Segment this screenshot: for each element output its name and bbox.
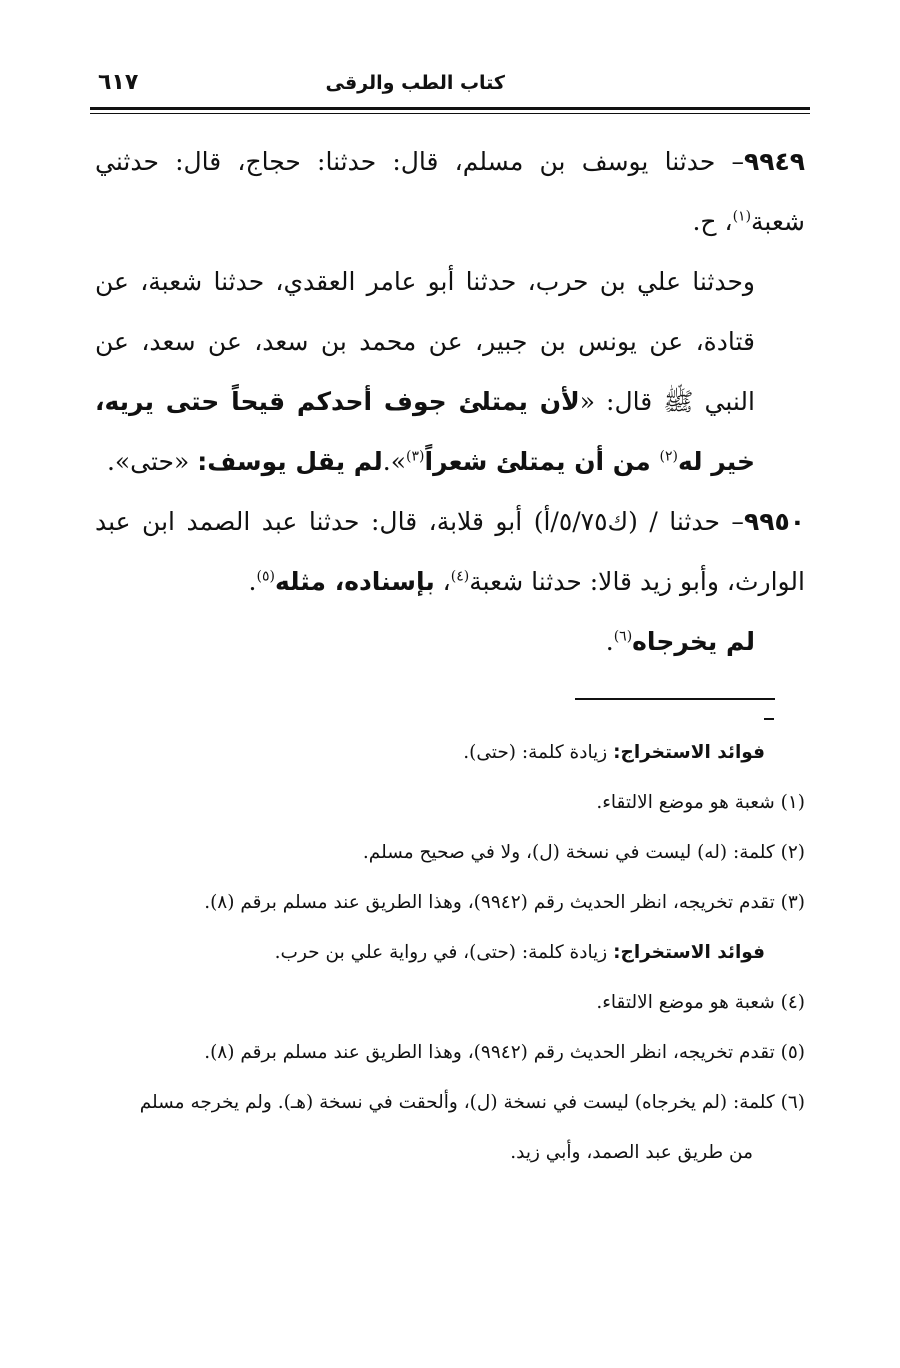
header-rule-thick xyxy=(90,107,810,110)
header-rule-thin xyxy=(90,113,810,114)
footnote-mark xyxy=(764,718,774,720)
main-text xyxy=(95,132,805,672)
hadith-matn: لأن يمتلئ جوف أحدكم قيحاً حتى يريه، خير له xyxy=(95,387,755,476)
page-header xyxy=(90,68,810,108)
footnotes xyxy=(95,728,805,1178)
footnote-4: (٤) شعبة هو موضع الالتقاء. xyxy=(596,992,805,1013)
hadith-text: – حدثنا / (ك٥/٧٥/أ) أبو قلابة، قال: حدثنا عبد الصمد ابن عبد الوارث، وأبو زيد قالا: حدثنا شعبة xyxy=(95,507,805,596)
hadith-9949 xyxy=(95,132,805,252)
footnote-ref: (٥) xyxy=(256,568,275,585)
hadith-text: وحدثنا علي بن حرب، حدثنا أبو عامر العقدي، حدثنا شعبة، عن قتادة، عن يونس بن جبير، عن محمد بن سعد، عن سعد، عن النبي ﷺ قال: « xyxy=(95,267,755,416)
hadith-text: . xyxy=(605,627,614,656)
footnote-2: (٢) كلمة: (له) ليست في نسخة (ل)، ولا في صحيح مسلم. xyxy=(362,842,805,863)
hadith-text: «حتى». xyxy=(106,447,198,476)
footnote-ref: (٣) xyxy=(406,448,425,465)
hadith-9950 xyxy=(95,492,805,612)
hadith-text: . xyxy=(248,567,257,596)
hadith-9949-second-chain xyxy=(95,252,805,492)
footnote-label: فوائد الاستخراج: xyxy=(613,742,765,763)
footnote-6-continued: من طريق عبد الصمد، وأبي زيد. xyxy=(510,1142,753,1163)
footnote-ref: (١) xyxy=(732,208,752,225)
book-title: كتاب الطب والرقى xyxy=(325,72,505,94)
page-number: ٦١٧ xyxy=(98,70,139,95)
footnote-label: فوائد الاستخراج: xyxy=(613,942,765,963)
footnote-separator xyxy=(575,698,775,700)
hadith-text: ، xyxy=(434,567,451,596)
footnote-ref: (٦) xyxy=(613,628,633,645)
footnote-ref: (٢) xyxy=(659,448,678,465)
hadith-number: ٩٩٥٠ xyxy=(743,507,805,536)
hadith-note: بإسناده، مثله xyxy=(274,567,435,596)
footnote-text: زيادة كلمة: (حتى). xyxy=(463,742,614,763)
footnote-6: (٦) كلمة: (لم يخرجاه) ليست في نسخة (ل)، وألحقت في نسخة (هـ). ولم يخرجه مسلم xyxy=(139,1092,805,1113)
footnote-ref: (٤) xyxy=(450,568,470,585)
footnote-5: (٥) تقدم تخريجه، انظر الحديث رقم (٩٩٤٢)، وهذا الطريق عند مسلم برقم (٨). xyxy=(204,1042,805,1063)
footnote-3: (٣) تقدم تخريجه، انظر الحديث رقم (٩٩٤٢)، وهذا الطريق عند مسلم برقم (٨). xyxy=(204,892,805,913)
hadith-matn: من أن يمتلئ شعراً xyxy=(424,447,660,476)
hadith-text: ». xyxy=(382,447,407,476)
hadith-note: لم يخرجاه xyxy=(632,627,755,656)
footnote-1: (١) شعبة هو موضع الالتقاء. xyxy=(596,792,805,813)
hadith-number: ٩٩٤٩ xyxy=(743,147,805,176)
hadith-note: لم يقل يوسف: xyxy=(197,447,383,476)
hadith-conclusion xyxy=(95,612,805,672)
hadith-text: – حدثنا يوسف بن مسلم، قال: حدثنا: حجاج، قال: حدثني شعبة xyxy=(95,147,805,236)
footnote-extraction-benefit xyxy=(95,728,805,778)
hadith-text: ، ح. xyxy=(692,207,733,236)
footnote-extraction-benefit-2 xyxy=(95,928,805,978)
footnote-text: زيادة كلمة: (حتى)، في رواية علي بن حرب. xyxy=(274,942,614,963)
